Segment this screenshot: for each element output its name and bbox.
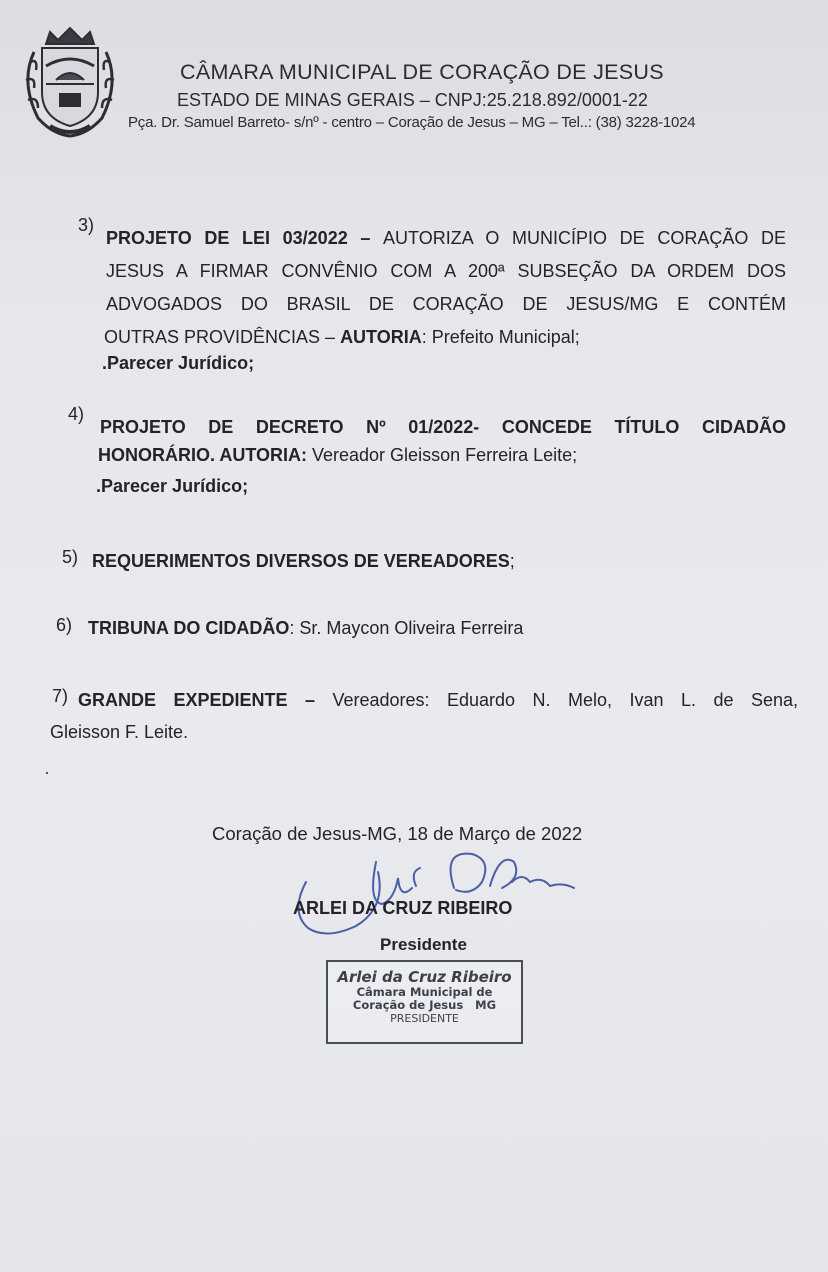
item-number: 6)	[56, 615, 73, 635]
stray-dot	[46, 772, 48, 774]
stamp-line-2: Coração de Jesus MG	[352, 998, 497, 1012]
signer-name: ARLEI DA CRUZ RIBEIRO	[293, 898, 513, 918]
item-3-line-2: JESUS A FIRMAR CONVÊNIO COM A 200ª SUBSEÇÃO DA ORDEM DOS	[106, 261, 786, 281]
header-address: Pça. Dr. Samuel Barreto- s/nº - centro – Coração de Jesus – MG – Tel..: (38) 3228-1024	[128, 114, 696, 131]
item-3-parecer: .Parecer Jurídico;	[102, 353, 255, 373]
item-number: 5)	[62, 547, 79, 567]
item-4-parecer: .Parecer Jurídico;	[96, 476, 249, 496]
item-5-text: REQUERIMENTOS DIVERSOS DE VEREADORES;	[92, 551, 515, 571]
item-7-line-1: GRANDE EXPEDIENTE – Vereadores: Eduardo N. Melo, Ivan L. de Sena,	[78, 690, 798, 710]
item-3-line-4: OUTRAS PROVIDÊNCIAS – AUTORIA: Prefeito Municipal;	[104, 327, 580, 347]
stamp-line-3: PRESIDENTE	[390, 1012, 459, 1025]
item-3-line-3: ADVOGADOS DO BRASIL DE CORAÇÃO DE JESUS/MG E CONTÉM	[106, 294, 786, 314]
stamp-name: Arlei da Cruz Ribeiro	[337, 968, 512, 986]
item-6-text: TRIBUNA DO CIDADÃO: Sr. Maycon Oliveira Ferreira	[88, 618, 524, 638]
header-title: CÂMARA MUNICIPAL DE CORAÇÃO DE JESUS	[180, 60, 664, 84]
signer-role: Presidente	[380, 935, 467, 954]
handwritten-signature	[286, 842, 586, 942]
item-number: 4)	[68, 404, 85, 424]
item-number: 7)	[52, 686, 69, 706]
header-subtitle: ESTADO DE MINAS GERAIS – CNPJ:25.218.892/0001-22	[177, 90, 648, 110]
municipal-seal-logo	[16, 22, 124, 140]
president-stamp	[326, 960, 523, 1044]
place-date: Coração de Jesus-MG, 18 de Março de 2022	[212, 823, 583, 844]
item-number: 3)	[78, 215, 95, 235]
item-7-line-2: Gleisson F. Leite.	[50, 722, 189, 742]
stamp-line-1: Câmara Municipal de	[356, 985, 493, 999]
item-3-line-1: PROJETO DE LEI 03/2022 – AUTORIZA O MUNICÍPIO DE CORAÇÃO DE	[106, 228, 786, 248]
item-4-line-1: PROJETO DE DECRETO Nº 01/2022- CONCEDE TÍTULO CIDADÃO	[100, 417, 786, 437]
item-4-line-2: HONORÁRIO. AUTORIA: Vereador Gleisson Ferreira Leite;	[98, 445, 578, 465]
